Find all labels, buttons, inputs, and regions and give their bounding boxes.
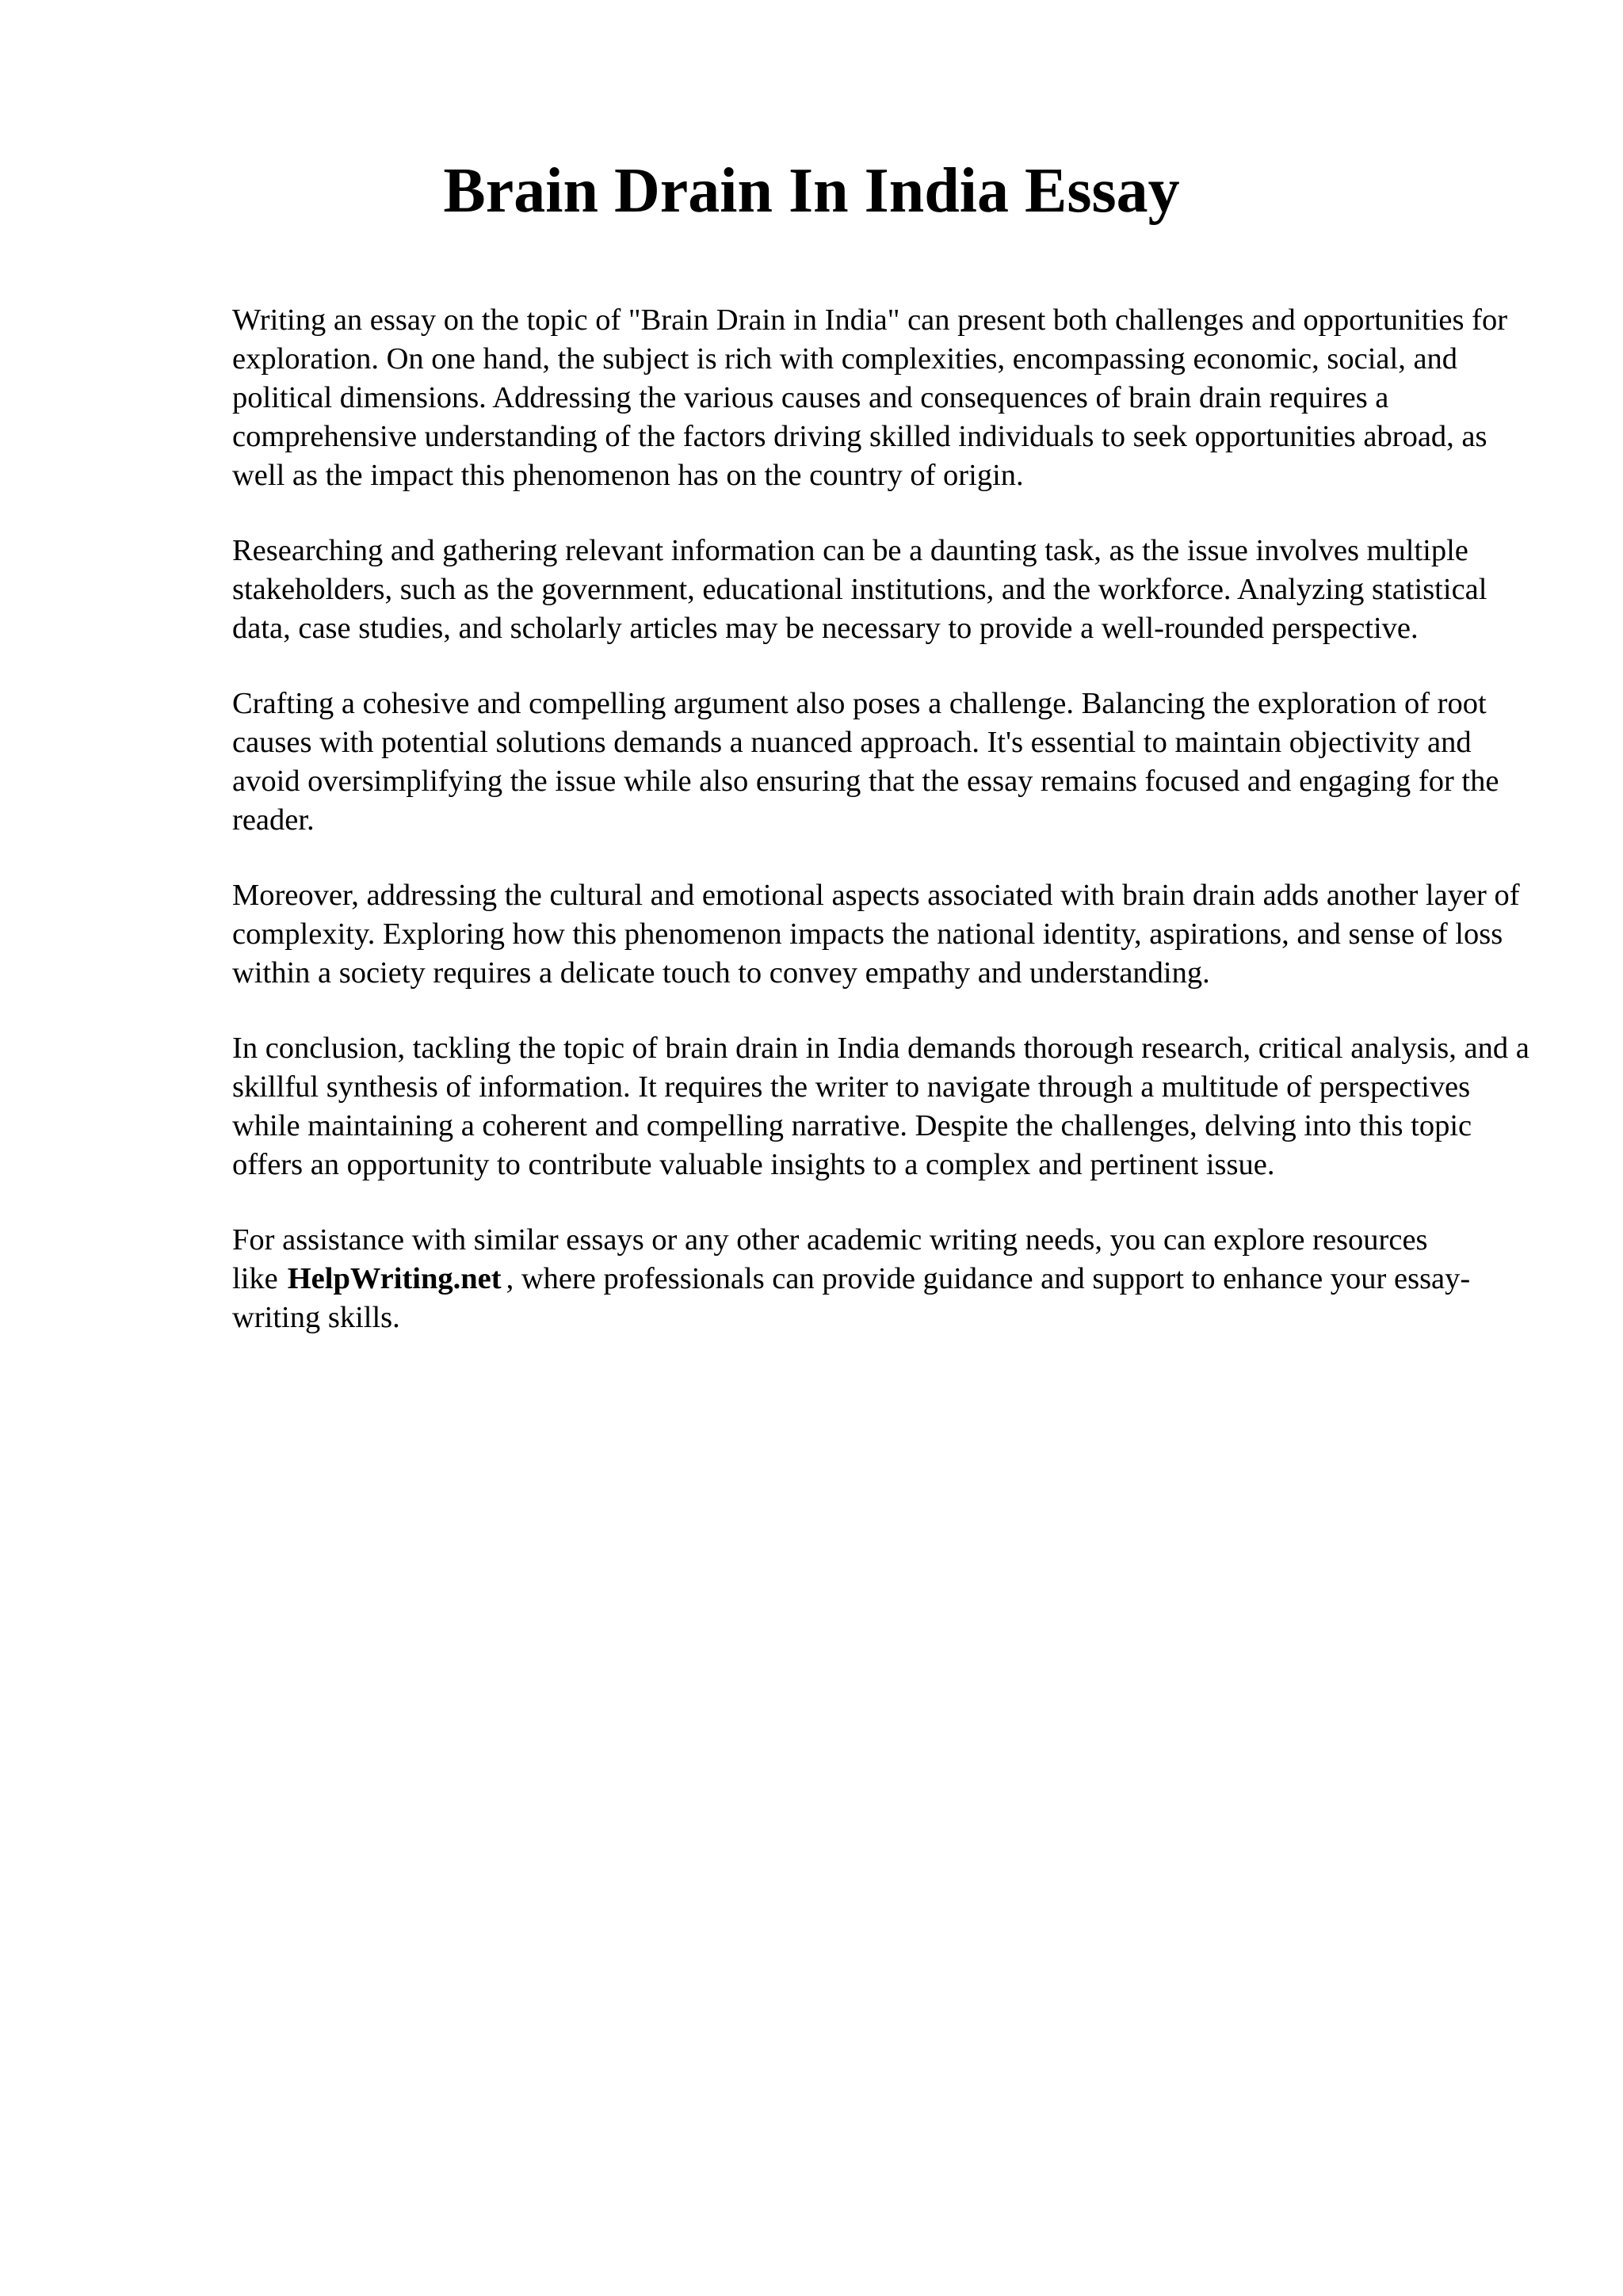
- closing-text-before: For assistance with similar essays or any other academic writing needs, you can explore resources like: [232, 1223, 1428, 1295]
- closing-paragraph: [232, 1221, 1540, 1337]
- page-title: Brain Drain In India Essay: [443, 156, 1180, 226]
- essay-body: [232, 301, 1540, 1374]
- paragraph-1: Writing an essay on the topic of "Brain Drain in India" can present both challenges and opportunities for exploration. On one hand, the subject is rich with complexities, encompassing economic, social, and political dimensions. Addressing the various causes and consequences of brain drain requires a comprehensive understanding of the factors driving skilled individuals to seek opportunities abroad, as well as the impact this phenomenon has on the country of origin.: [232, 303, 1508, 492]
- paragraph-5: In conclusion, tackling the topic of brain drain in India demands thorough research, critical analysis, and a skillful synthesis of information. It requires the writer to navigate through a multitude of perspectives while maintaining a coherent and compelling narrative. Despite the challenges, delving into this topic offers an opportunity to contribute valuable insights to a complex and pertinent issue.: [232, 1032, 1529, 1181]
- paragraph-4: Moreover, addressing the cultural and emotional aspects associated with brain drain adds another layer of complexity. Exploring how this phenomenon impacts the national identity, aspirations, and sense of loss within a society requires a delicate touch to convey empathy and understanding.: [232, 879, 1520, 990]
- closing-text-after: , where professionals can provide guidance and support to enhance your essay-writing skills.: [232, 1262, 1471, 1334]
- paragraph-3: Crafting a cohesive and compelling argument also poses a challenge. Balancing the exploration of root causes with potential solutions demands a nuanced approach. It's essential to maintain objectivity and avoid oversimplifying the issue while also ensuring that the essay remains focused and engaging for the reader.: [232, 687, 1499, 837]
- helpwriting-link[interactable]: HelpWriting.net: [287, 1262, 502, 1295]
- paragraph-2: Researching and gathering relevant information can be a daunting task, as the issue involves multiple stakeholders, such as the government, educational institutions, and the workforce. Analyzing statistical data, case studies, and scholarly articles may be necessary to provide a well-rounded perspective.: [232, 534, 1487, 645]
